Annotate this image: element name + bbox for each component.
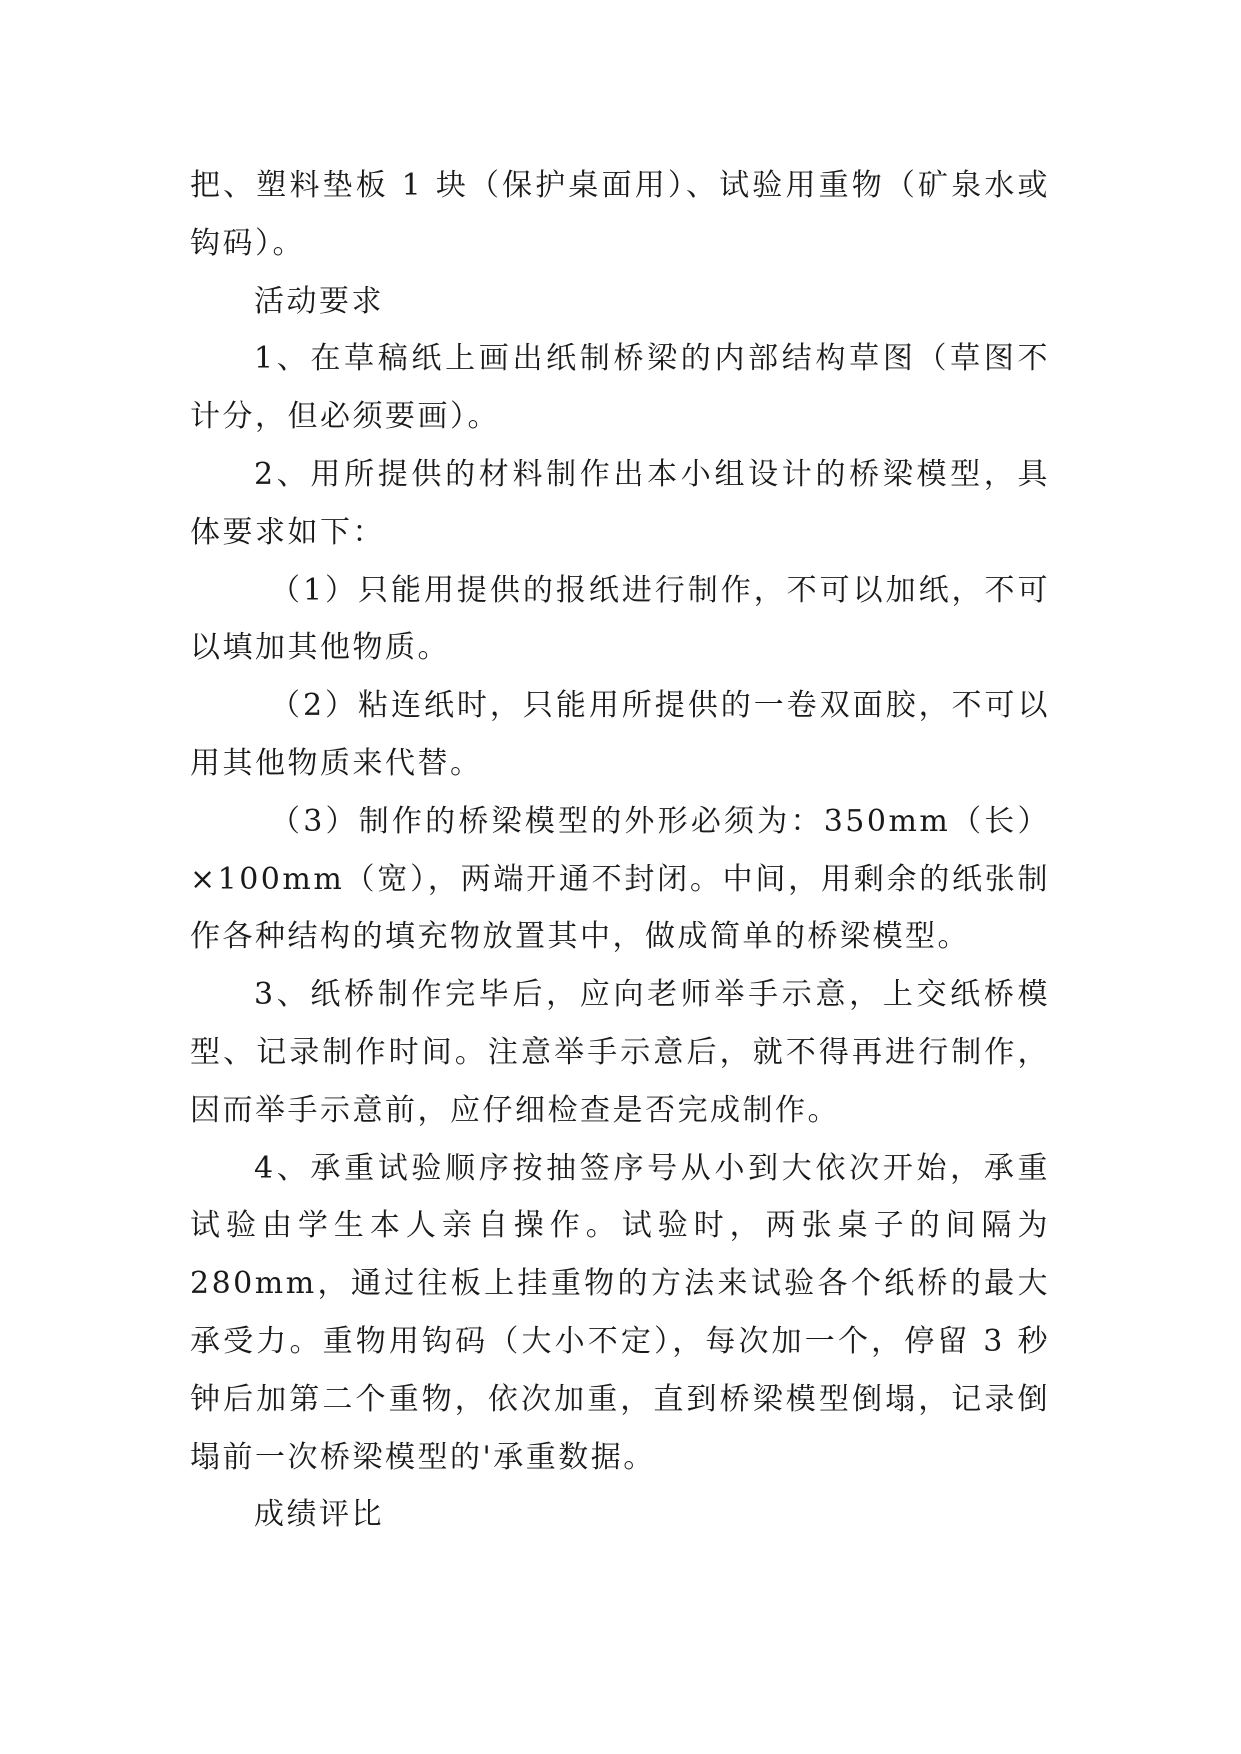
- paragraph-materials-continued: 把、塑料垫板 1 块（保护桌面用）、试验用重物（矿泉水或钩码）。: [190, 168, 1050, 261]
- requirement-2-sub-2: （2）粘连纸时，只能用所提供的一卷双面胶，不可以用其他物质来代替。: [190, 688, 1050, 781]
- requirement-2-sub-3: （3）制作的桥梁模型的外形必须为：350mm（长）×100mm（宽），两端开通不封闭。中间，用剩余的纸张制作各种结构的填充物放置其中，做成简单的桥梁模型。: [190, 803, 1050, 955]
- requirement-3: 3、纸桥制作完毕后，应向老师举手示意，上交纸桥模型、记录制作时间。注意举手示意后，就不得再进行制作，因而举手示意前，应仔细检查是否完成制作。: [190, 977, 1050, 1128]
- heading-activity-requirements: 活动要求: [254, 283, 384, 319]
- requirement-2-sub-1: （1）只能用提供的报纸进行制作，不可以加纸，不可以填加其他物质。: [190, 572, 1050, 666]
- requirement-1: 1、在草稿纸上画出纸制桥梁的内部结构草图（草图不计分，但必须要画）。: [190, 341, 1050, 435]
- document-body: [190, 157, 1050, 1544]
- requirement-4: 4、承重试验顺序按抽签序号从小到大依次开始，承重试验由学生本人亲自操作。试验时，两张桌子的间隔为280mm，通过往板上挂重物的方法来试验各个纸桥的最大承受力。重物用钩码（大小不定），每次加一个，停留 3 秒钟后加第二个重物，依次加重，直到桥梁模型倒塌，记录倒塌前一次桥梁模型的'承重数据。: [190, 1150, 1050, 1475]
- heading-score-evaluation: 成绩评比: [254, 1497, 384, 1533]
- requirement-2: 2、用所提供的材料制作出本小组设计的桥梁模型，具体要求如下：: [190, 456, 1050, 550]
